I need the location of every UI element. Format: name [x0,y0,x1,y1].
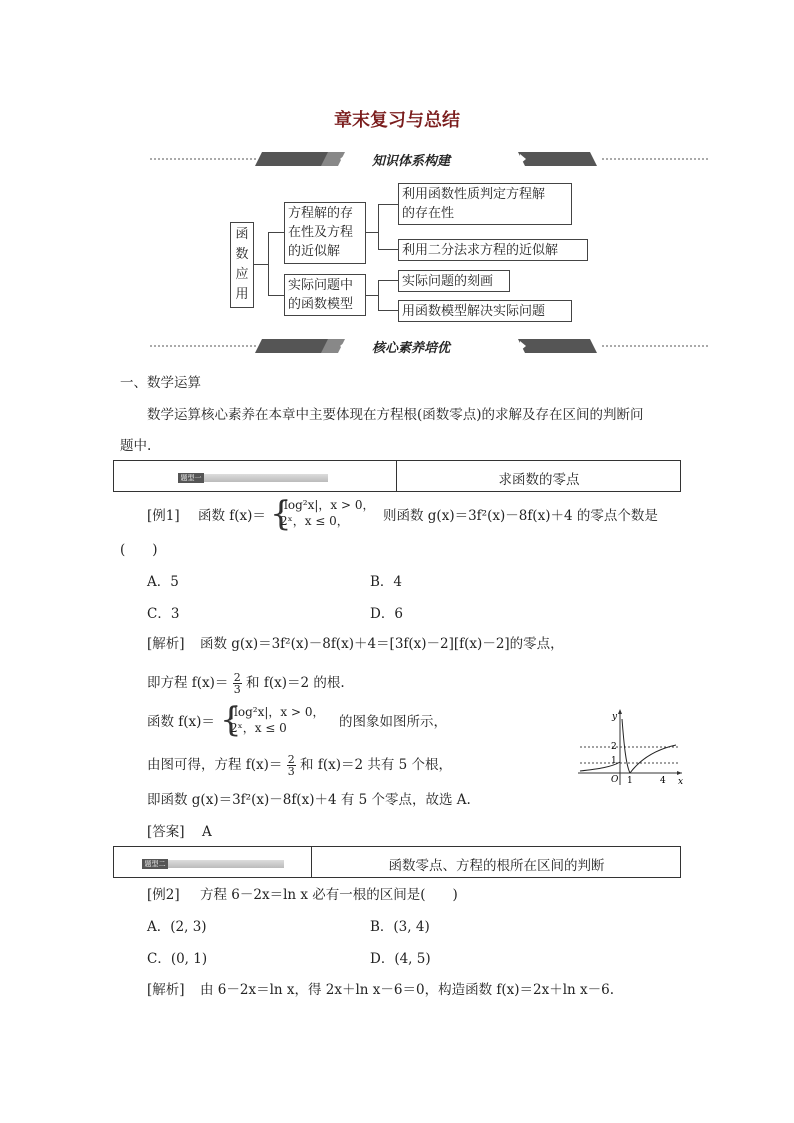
option-b: B．4 [370,574,403,590]
frac-num: 2 [233,671,241,684]
diagram-root [230,222,254,308]
ex1-lead: 函数 f(x)＝ [198,508,266,524]
type1-tag: 题型一 [178,473,204,483]
ex1-paren: ( ) [120,542,158,558]
page-title: 章末复习与总结 [334,110,460,131]
frac-num: 2 [287,753,295,766]
fraction-two-thirds [233,672,242,695]
type2-box [113,846,681,878]
analysis-text: 由图可得，方程 f(x)＝ [147,757,283,773]
diagram-mid-models [284,274,366,316]
option-b: B．(3, 4) [370,919,430,935]
analysis-text: 即方程 f(x)＝ [147,675,229,691]
y-axis-arrow [618,709,622,714]
ex1-tail: 则函数 g(x)＝3f²(x)－8f(x)＋4 的零点个数是 [383,508,658,524]
brace-icon: { [270,494,292,534]
banner-core [150,337,710,355]
answer-label: [答案] [147,824,185,840]
option-c: C．(0, 1) [147,951,208,967]
diagram-text: 方程解的存 [288,206,354,221]
analysis-text: 函数 f(x)＝ [147,714,215,730]
option-c: C．3 [147,606,180,622]
type1-title: 求函数的零点 [498,472,580,488]
label-origin: O [611,775,619,785]
type2-title: 函数零点、方程的根所在区间的判断 [388,858,605,874]
analysis-line: 由 6－2x＝ln x，得 2x＋ln x－6＝0，构造函数 f(x)＝2x＋ln x－6. [200,982,615,998]
analysis-case2: 2ˣ，x ≤ 0 [230,721,287,735]
label-y: y [612,712,618,722]
option-a: A．5 [147,574,179,590]
analysis-text: 和 f(x)＝2 的根. [246,675,345,691]
analysis-label: [解析] [147,636,185,652]
frac-den: 3 [287,765,295,778]
analysis-line: 函数 g(x)＝3f²(x)－8f(x)＋4＝[3f(x)－2][f(x)－2]的零点， [200,636,564,652]
analysis-line: 即函数 g(x)＝3f²(x)－8f(x)＋4 有 5 个零点，故选 A. [147,792,471,808]
ex1-case2: 2ˣ，x ≤ 0， [280,514,349,528]
banner-core-label: 核心素养培优 [372,341,451,356]
diagram-text: 的近似解 [288,244,341,259]
ex1-label: [例1] [147,508,180,524]
diagram-text: 实际问题中 [288,278,354,293]
diagram-text: 的函数模型 [288,297,354,312]
diagram-leaf-solve: 用函数模型解决实际问题 [398,300,572,322]
diagram-leaf-depiction: 实际问题的刻画 [398,270,510,292]
option-a: A．(2, 3) [147,919,207,935]
section-heading: 一、数学运算 [120,375,201,391]
analysis-case1: |log²x|，x > 0， [230,705,325,719]
banner-knowledge [150,150,710,168]
fraction-two-thirds [287,754,296,777]
ex2-text: 方程 6－2x＝ln x 必有一根的区间是( ) [200,887,458,903]
intro-line: 数学运算核心素养在本章中主要体现在方程根(函数零点)的求解及存在区间的判断问 [147,407,644,423]
diagram-leaf-properties [398,183,572,225]
type2-tag: 题型二 [142,859,168,869]
analysis-label: [解析] [147,982,185,998]
curve-log-right [630,745,676,773]
analysis-text: 的图象如图所示， [339,714,447,730]
brace-icon: { [220,700,242,740]
intro-line: 题中. [120,438,152,454]
diagram-mid-existence [284,202,366,264]
label-x: x [678,777,684,787]
tick-y-1: 1 [611,756,617,766]
function-graph [578,705,686,787]
diagram-text: 利用函数性质判定方程解 [402,187,546,202]
diagram-leaf-bisection: 利用二分法求方程的近似解 [398,239,588,261]
option-d: D．(4, 5) [370,951,431,967]
tick-1: 1 [627,776,633,786]
diagram-text: 的存在性 [402,206,455,221]
curve-log-left [622,719,630,773]
diagram-root-char: 数 [235,247,249,262]
diagram-root-char: 应 [235,267,249,282]
answer-value: A [202,824,212,840]
analysis-text: 和 f(x)＝2 共有 5 个根， [300,757,453,773]
frac-den: 3 [233,683,241,696]
option-d: D．6 [370,606,403,622]
ex2-label: [例2] [147,887,180,903]
diagram-root-char: 函 [235,227,249,242]
analysis-line [147,754,452,777]
diagram-root-char: 用 [235,287,249,302]
type1-box [113,460,681,492]
tick-y-2: 2 [611,742,617,752]
ex1-case1: |log²x|，x > 0， [280,498,375,512]
tick-4: 4 [660,776,666,786]
analysis-line [147,672,345,695]
banner-knowledge-label: 知识体系构建 [372,154,451,169]
x-axis-arrow [677,771,682,775]
diagram-text: 在性及方程 [288,225,354,240]
